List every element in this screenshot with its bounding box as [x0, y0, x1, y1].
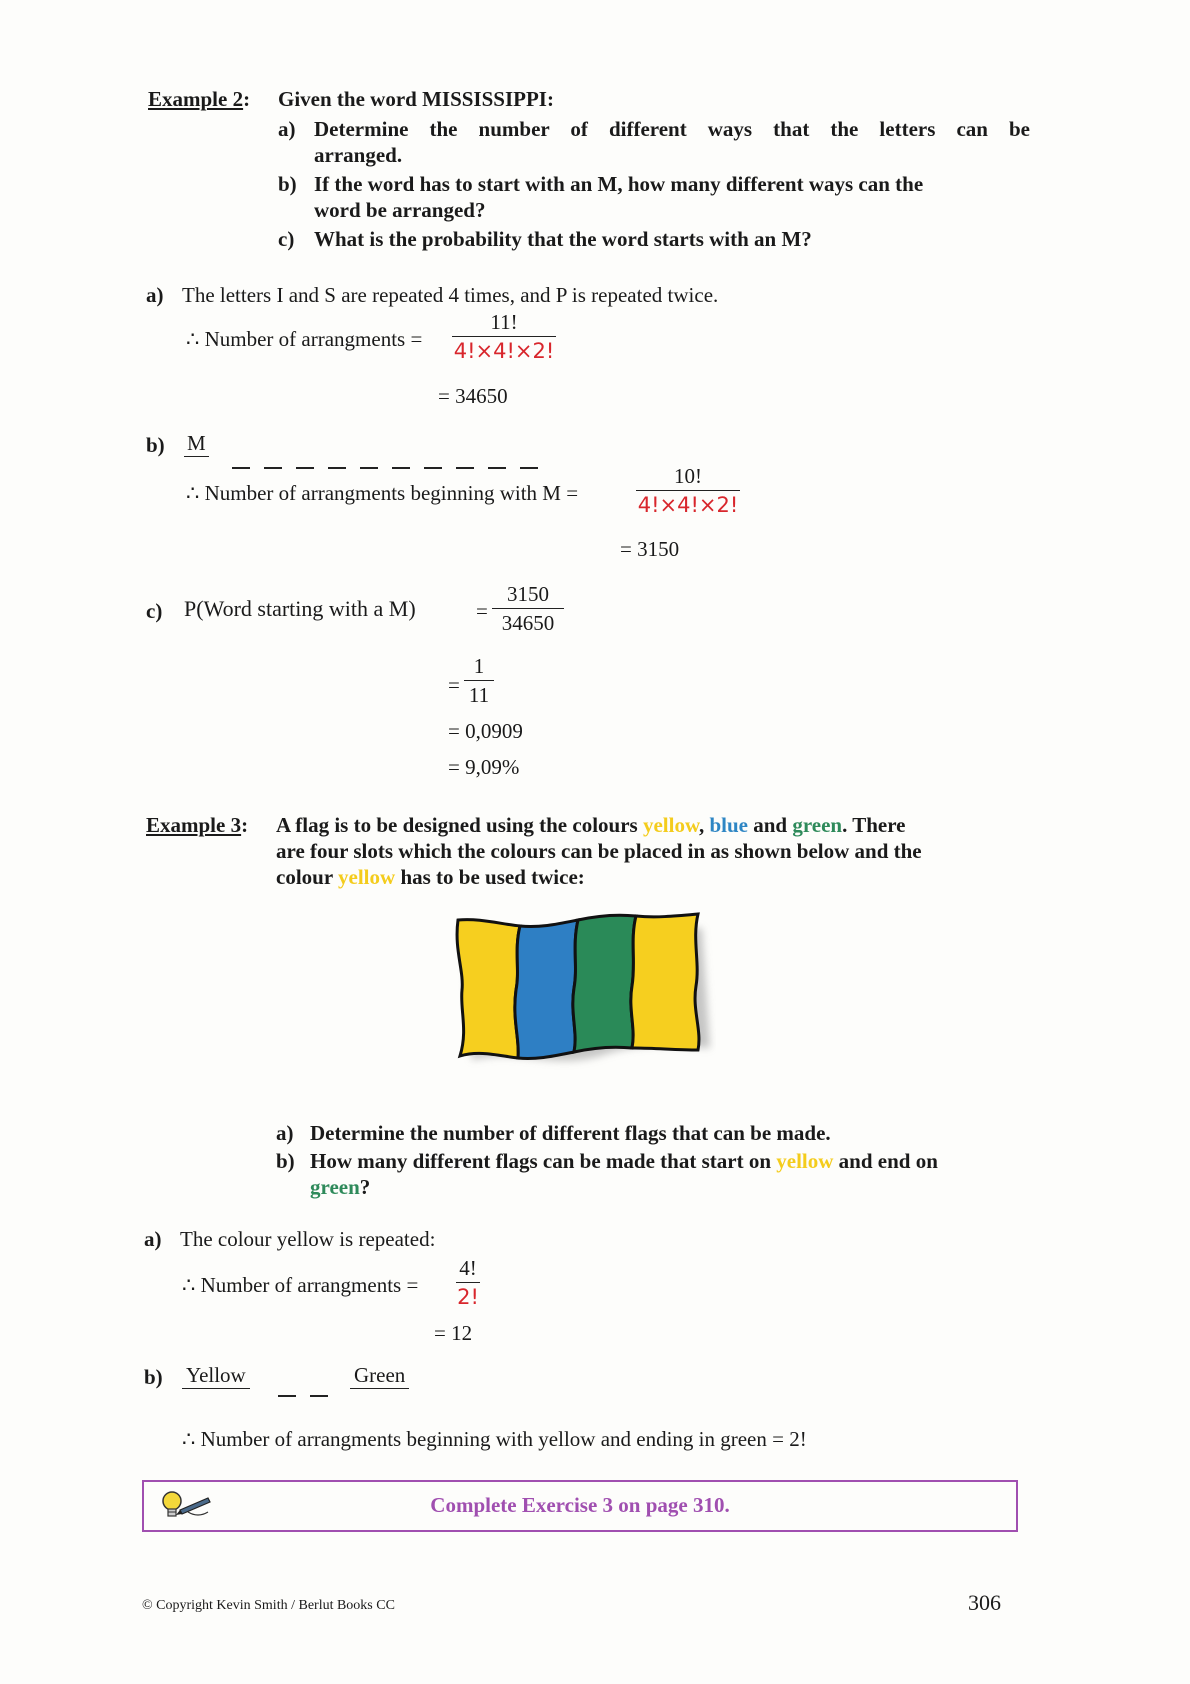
colour-yellow-text: yellow [642, 813, 699, 837]
ex3-q-a: Determine the number of different flags that can be made. [310, 1121, 831, 1145]
sol2b-numerator: 10! [674, 464, 702, 488]
sol2b-letter: b) [146, 433, 165, 457]
ex3-q-b-letter: b) [276, 1149, 295, 1173]
sol2c-numerator-1: 3150 [507, 582, 549, 606]
flag-stripe-yellow [631, 914, 699, 1050]
ex2-q-a-line1: Determine the number of different ways that the letters can be [314, 117, 1030, 141]
example-3-heading: Example 3: [146, 813, 249, 837]
flag-stripe-yellow [457, 920, 520, 1058]
sol2c-decimal: = 0,0909 [448, 719, 523, 743]
sol2a-denominator: 4!×4!×2! [453, 339, 555, 363]
sol2a-numerator: 11! [490, 310, 518, 334]
sol2c-denominator-2: 11 [468, 683, 490, 707]
sol2b-blank-slots [232, 458, 552, 476]
ex2-q-a-letter: a) [278, 117, 296, 141]
colour-green-text: green [792, 813, 843, 837]
example-3-line1: A flag is to be designed using the colours yellow, blue and green. There [276, 813, 906, 837]
ex2-q-c-line1: What is the probability that the word starts with an M? [314, 227, 812, 251]
sol2c-percent: = 9,09% [448, 755, 520, 779]
ex2-q-c-letter: c) [278, 227, 295, 251]
example-3-label: Example 3 [146, 813, 242, 837]
colour-yellow-text: yellow [338, 865, 396, 889]
sol2c-denominator-1: 34650 [501, 611, 555, 635]
colour-yellow-text: yellow [776, 1149, 834, 1173]
sol3a-denominator: 2! [457, 1285, 479, 1309]
flag-stripe-blue [515, 920, 578, 1059]
colour-green-text: green [310, 1175, 360, 1199]
sol3a-fraction [456, 1254, 480, 1311]
ex3-q-a-letter: a) [276, 1121, 294, 1145]
sol3a-letter: a) [144, 1227, 162, 1251]
flag-illustration [450, 910, 716, 1070]
sol3b-letter: b) [144, 1365, 163, 1389]
sol2c-fraction-2 [464, 652, 494, 709]
example-3-line2: are four slots which the colours can be placed in as shown below and the [276, 839, 922, 863]
sol3a-lhs: ∴ Number of arrangments = [182, 1273, 419, 1297]
ex3-q-b-line2: green? [310, 1175, 371, 1199]
ex2-q-a-line2: arranged. [314, 143, 403, 167]
sol3a-result: = 12 [434, 1321, 473, 1345]
ex2-q-b-letter: b) [278, 172, 297, 196]
sol2a-fraction [452, 308, 556, 365]
sol2a-lhs: ∴ Number of arrangments = [186, 327, 423, 351]
page-number: 306 [968, 1590, 1001, 1615]
ex2-q-b-line2: word be arranged? [314, 198, 486, 222]
sol2c-letter: c) [146, 599, 163, 623]
sol2b-result: = 3150 [620, 537, 680, 561]
copyright: © Copyright Kevin Smith / Berlut Books CC [142, 1598, 395, 1613]
sol3b-slot-green: Green [350, 1362, 409, 1389]
ex3-q-b-line1: How many different flags can be made that start on yellow and end on [310, 1149, 938, 1173]
example-2-heading: Example 2: [148, 87, 251, 111]
sol2c-lhs: P(Word starting with a M) [184, 596, 416, 621]
sol2c-numerator-2: 1 [473, 654, 485, 678]
sol2b-slot-m: M [184, 430, 209, 457]
example-3-line3: colour yellow has to be used twice: [276, 865, 585, 889]
sol2b-lhs: ∴ Number of arrangments beginning with M = [186, 481, 579, 505]
example-2-label: Example 2 [148, 87, 244, 111]
sol3a-text: The colour yellow is repeated: [180, 1227, 436, 1251]
sol3b-slot-yellow: Yellow [182, 1362, 250, 1389]
sol3b-blank-slots [278, 1386, 342, 1404]
sol2b-fraction [636, 462, 740, 519]
example-2-prompt: Given the word MISSISSIPPI: [278, 87, 554, 111]
sol3b-conclusion: ∴ Number of arrangments beginning with yellow and ending in green = 2! [182, 1427, 807, 1451]
exercise-text: Complete Exercise 3 on page 310. [430, 1493, 730, 1517]
exercise-box [142, 1480, 1018, 1532]
ex2-q-b-line1: If the word has to start with an M, how many different ways can the [314, 172, 924, 196]
flag-stripe-green [573, 915, 636, 1052]
sol3a-numerator: 4! [459, 1256, 477, 1280]
sol2c-eq: = [476, 599, 488, 623]
sol2c-eq-2: = [448, 673, 460, 697]
sol2c-fraction-1 [492, 580, 564, 637]
sol2a-letter: a) [146, 283, 164, 307]
colour-blue-text: blue [709, 813, 748, 837]
sol2a-result: = 34650 [438, 384, 508, 408]
sol2b-denominator: 4!×4!×2! [637, 493, 739, 517]
sol2a-text: The letters I and S are repeated 4 times, and P is repeated twice. [182, 283, 719, 307]
